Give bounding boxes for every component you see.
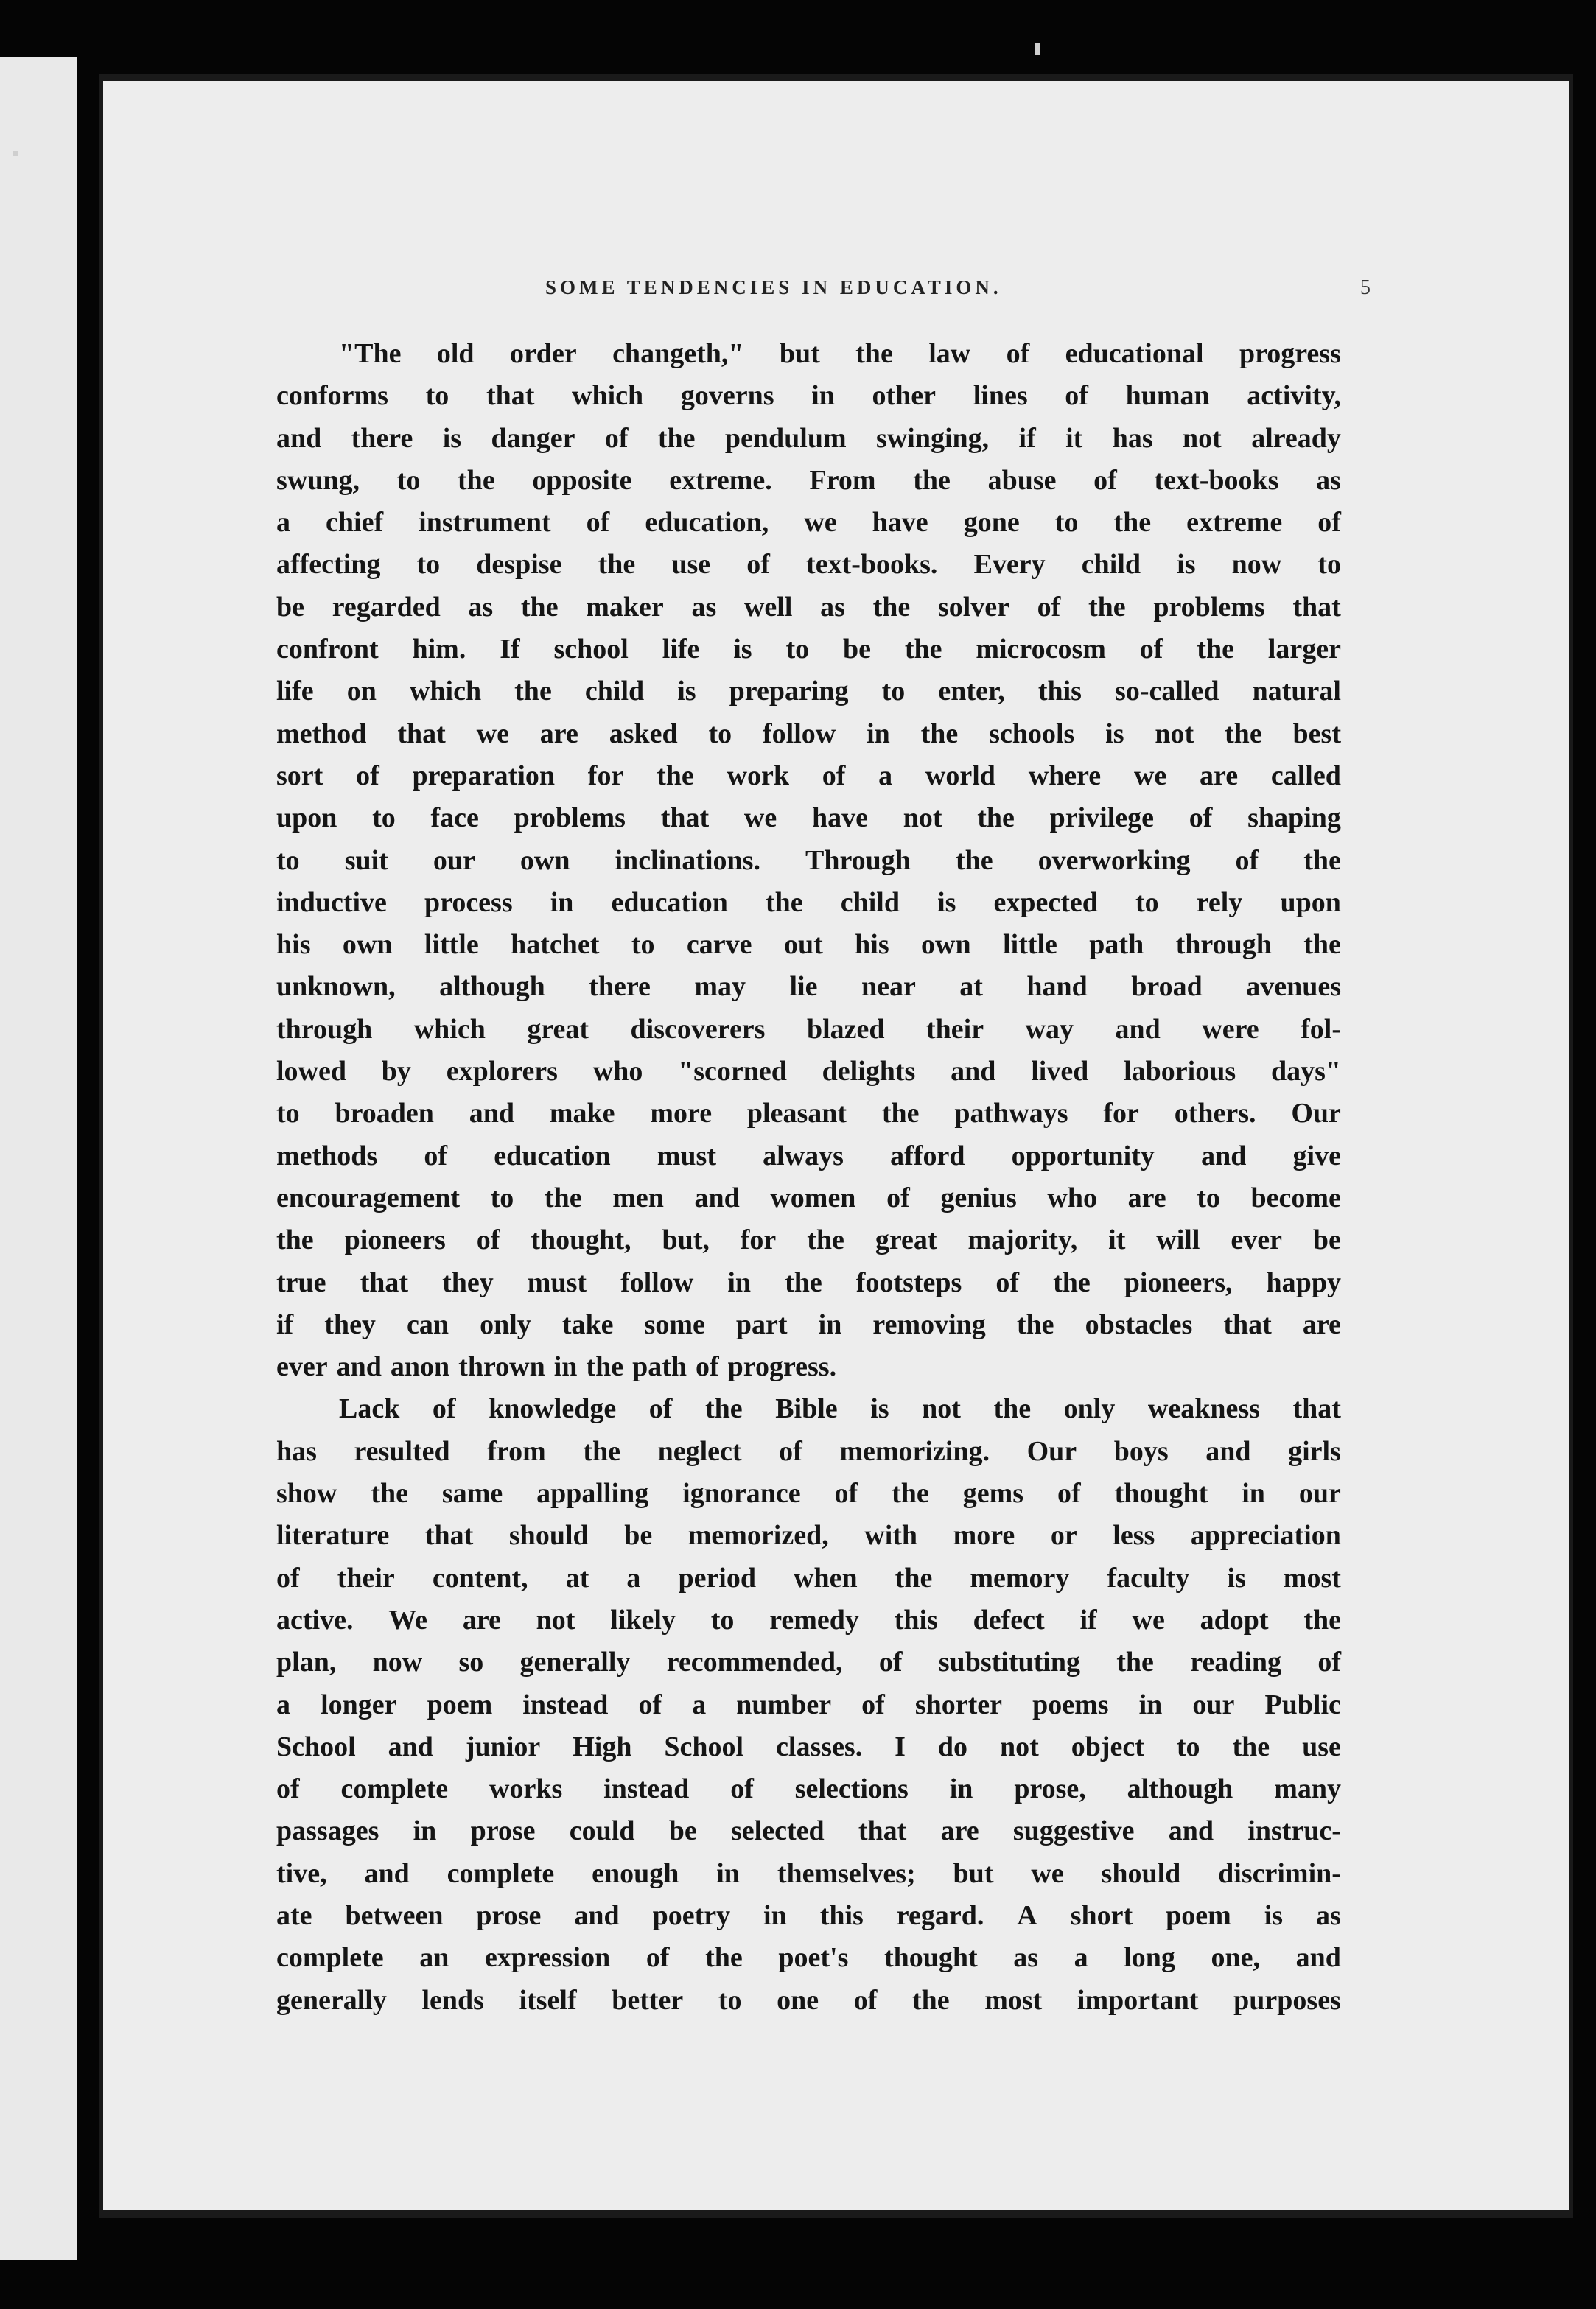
text-line: through which great discoverers blazed their way and were fol- [276, 1013, 1341, 1045]
text-line: Lack of knowledge of the Bible is not the only weakness that [339, 1393, 1341, 1425]
text-line: encouragement to the men and women of genius who are to become [276, 1182, 1341, 1213]
text-line: be regarded as the maker as well as the solver of the problems that [276, 591, 1341, 623]
body-text [276, 333, 1341, 2022]
text-line: to suit our own inclinations. Through the overworking of the [276, 844, 1341, 876]
text-line: show the same appalling ignorance of the gems of thought in our [276, 1478, 1341, 1510]
text-line: School and junior High School classes. I do not object to the use [276, 1731, 1341, 1762]
text-line: sort of preparation for the work of a world where we are called [276, 760, 1341, 791]
text-line: active. We are not likely to remedy this defect if we adopt the [276, 1604, 1341, 1636]
text-line: to broaden and make more pleasant the pathways for others. Our [276, 1098, 1341, 1129]
text-line: inductive process in education the child is expected to rely upon [276, 886, 1341, 918]
speck-mark [13, 151, 18, 156]
text-line: true that they must follow in the footsteps of the pioneers, happy [276, 1266, 1341, 1298]
text-line: swung, to the opposite extreme. From the abuse of text-books as [276, 464, 1341, 496]
text-line: conforms to that which governs in other lines of human activity, [276, 380, 1341, 412]
text-line: passages in prose could be selected that are suggestive and instruc- [276, 1815, 1341, 1847]
text-line: of complete works instead of selections in prose, although many [276, 1773, 1341, 1805]
text-line: literature that should be memorized, with more or less appreciation [276, 1520, 1341, 1552]
text-line: complete an expression of the poet's thought as a long one, and [276, 1942, 1341, 1974]
text-line: unknown, although there may lie near at hand broad avenues [276, 971, 1341, 1003]
text-line: generally lends itself better to one of the most important purposes [276, 1984, 1341, 2016]
text-line: a longer poem instead of a number of shorter poems in our Public [276, 1689, 1341, 1720]
text-line: and there is danger of the pendulum swinging, if it has not already [276, 422, 1341, 454]
text-line: has resulted from the neglect of memorizing. Our boys and girls [276, 1435, 1341, 1467]
text-line: if they can only take some part in removing the obstacles that are [276, 1308, 1341, 1340]
adjacent-page-edge [0, 57, 77, 2260]
text-line: life on which the child is preparing to enter, this so-called natural [276, 676, 1341, 707]
text-line: affecting to despise the use of text-books. Every child is now to [276, 549, 1341, 581]
page-number: 5 [1360, 276, 1371, 299]
text-line: upon to face problems that we have not the privilege of shaping [276, 802, 1341, 834]
running-head [280, 276, 1385, 313]
text-line: method that we are asked to follow in the schools is not the best [276, 718, 1341, 749]
text-line: of their content, at a period when the memory faculty is most [276, 1562, 1341, 1594]
running-title: SOME TENDENCIES IN EDUCATION. [545, 276, 1002, 298]
text-line: "The old order changeth," but the law of educational progress [339, 338, 1341, 369]
text-line: plan, now so generally recommended, of substituting the reading of [276, 1647, 1341, 1678]
speck-mark [1035, 43, 1040, 55]
text-line: methods of education must always afford opportunity and give [276, 1140, 1341, 1171]
text-line: a chief instrument of education, we have gone to the extreme of [276, 507, 1341, 539]
text-line: ever and anon thrown in the path of progress. [276, 1351, 837, 1383]
text-line: tive, and complete enough in themselves; but we should discrimin- [276, 1857, 1341, 1889]
text-line: the pioneers of thought, but, for the great majority, it will ever be [276, 1224, 1341, 1256]
text-line: confront him. If school life is to be the microcosm of the larger [276, 634, 1341, 665]
text-line: his own little hatchet to carve out his own little path through the [276, 929, 1341, 961]
text-line: ate between prose and poetry in this regard. A short poem is as [276, 1899, 1341, 1931]
text-line: lowed by explorers who "scorned delights and lived laborious days" [276, 1056, 1341, 1087]
